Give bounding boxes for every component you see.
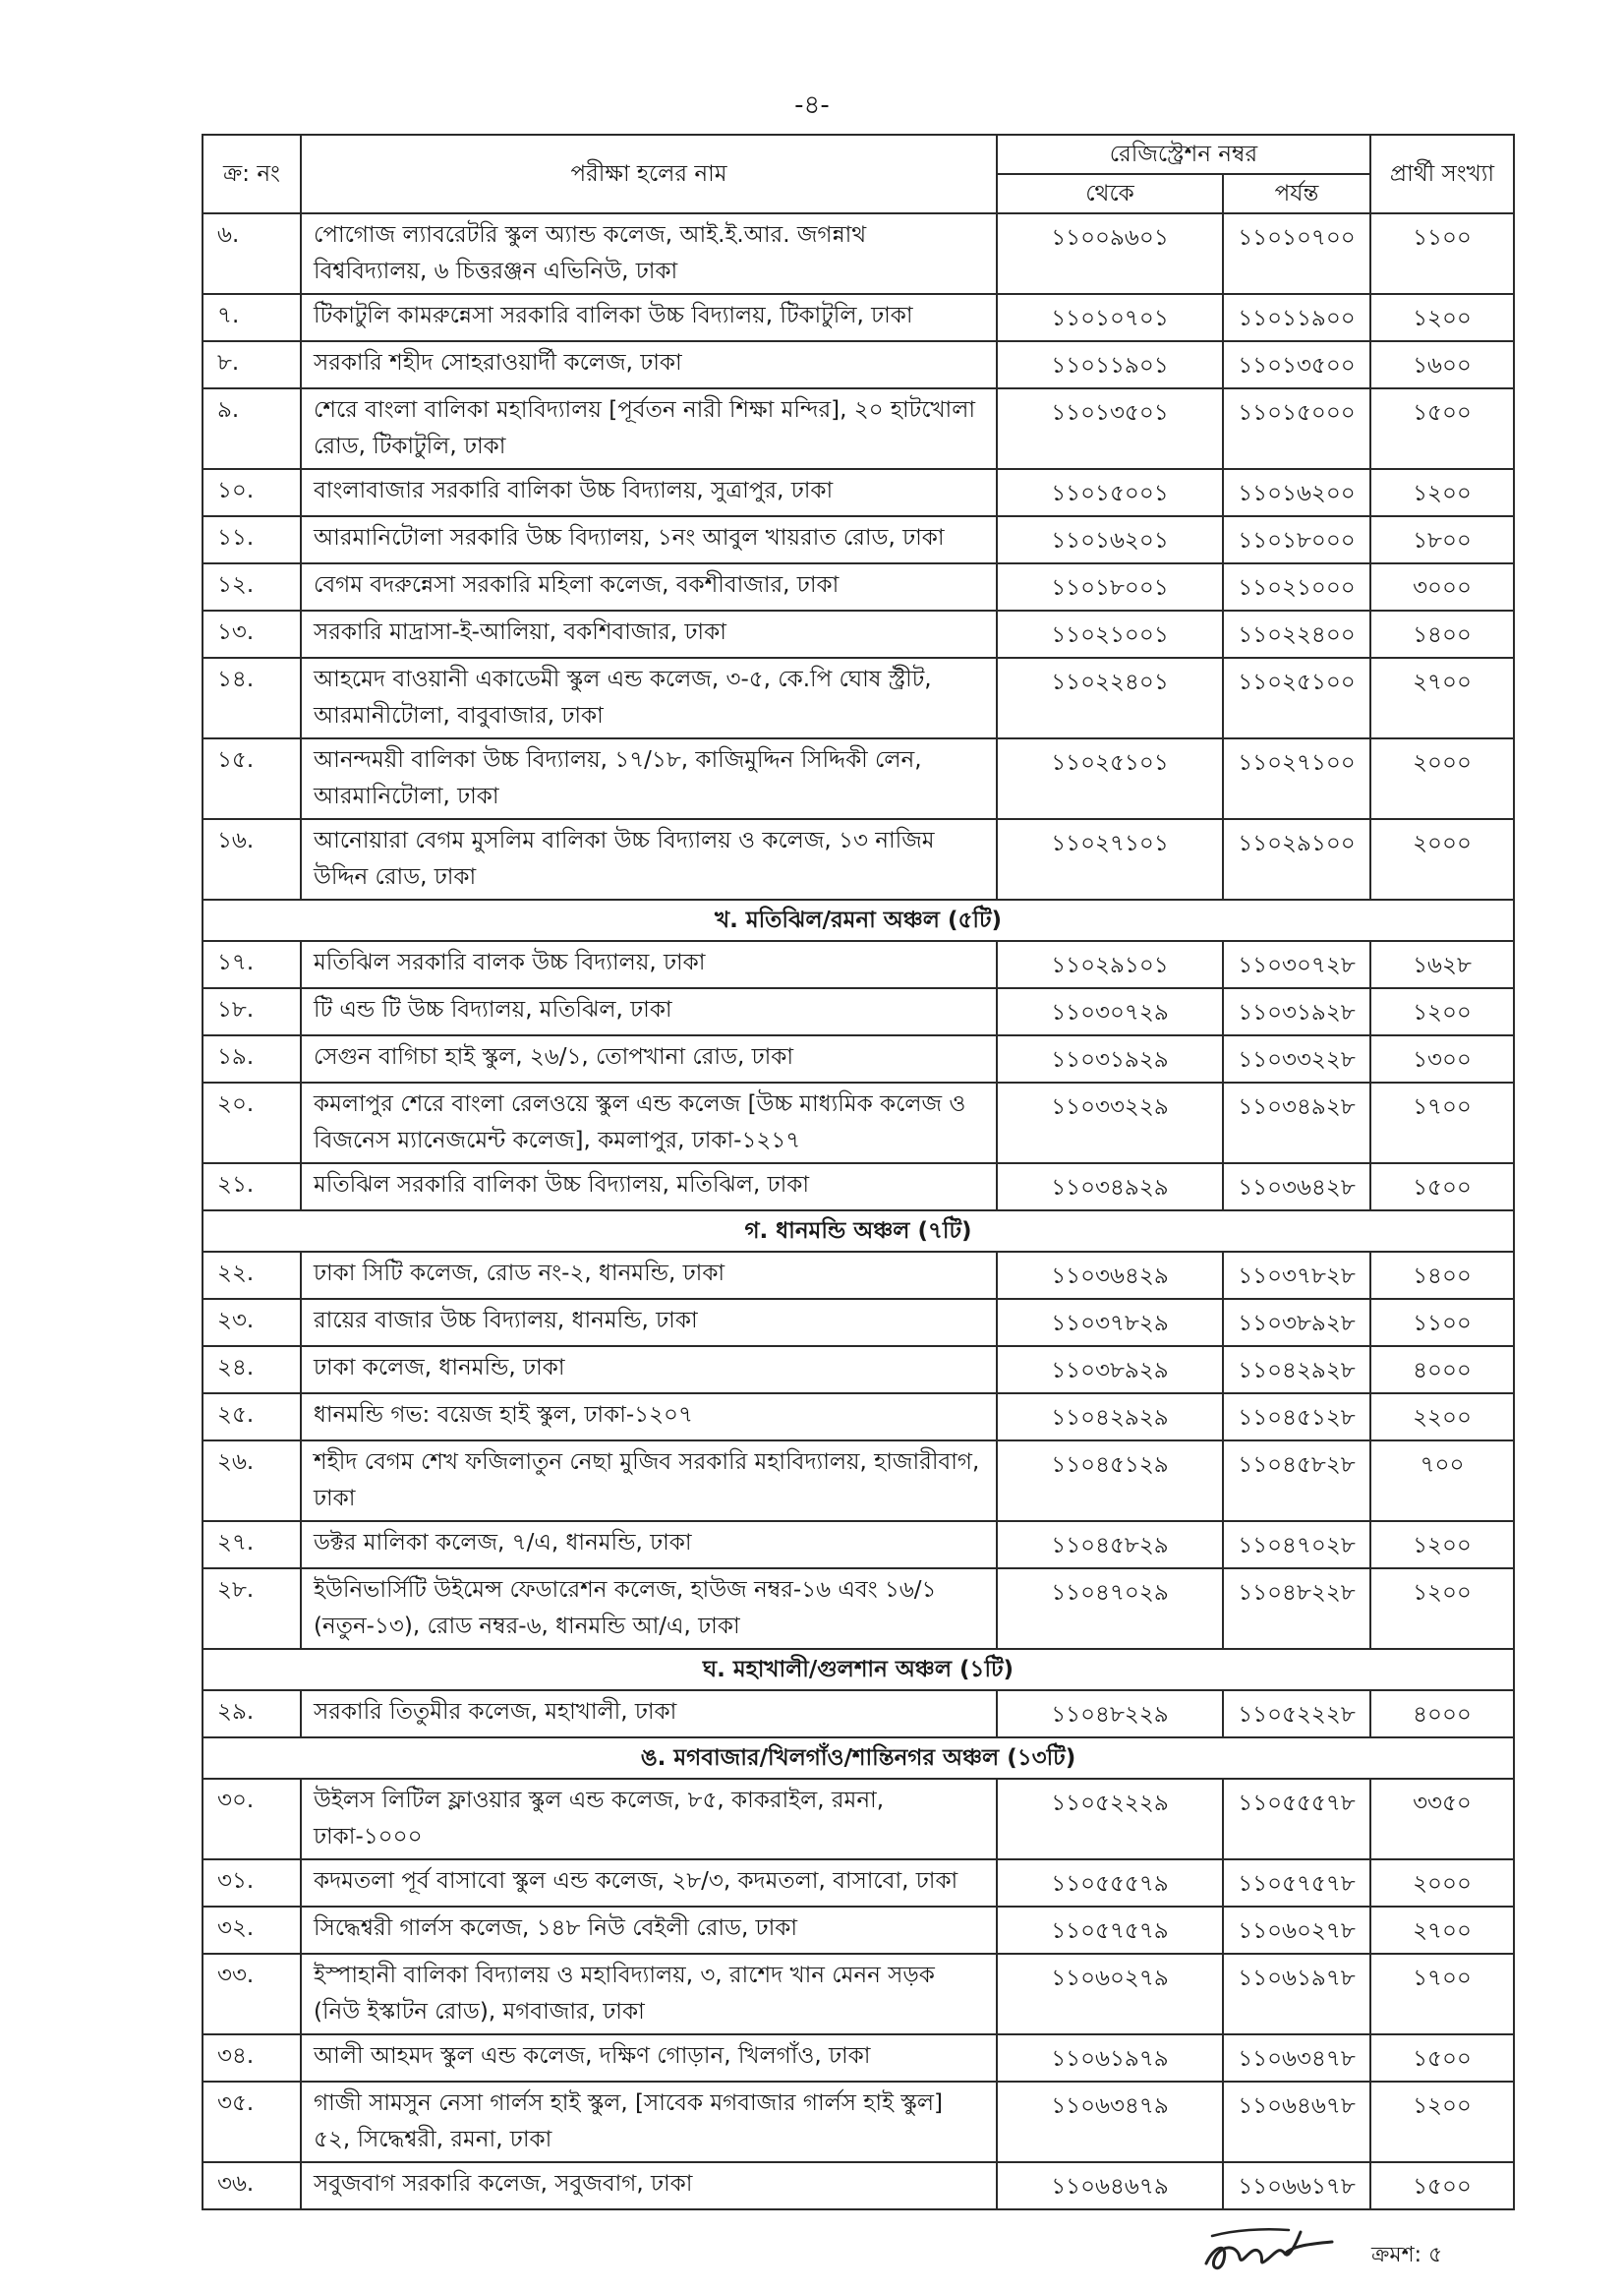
reg-to-cell: ১১০৪৫১২৮ (1223, 1393, 1370, 1440)
serial-cell: ১১. (203, 516, 301, 563)
table-row (203, 1568, 1514, 1649)
table-body (203, 213, 1514, 2209)
table-row (203, 294, 1514, 341)
reg-from-cell: ১১০৬৪৬৭৯ (997, 2162, 1223, 2209)
serial-cell: ২৯. (203, 1690, 301, 1737)
hall-name-cell: ঢাকা সিটি কলেজ, রোড নং-২, ধানমন্ডি, ঢাকা (301, 1252, 997, 1299)
serial-cell: ২৪. (203, 1346, 301, 1393)
section-header-row (203, 900, 1514, 941)
reg-to-cell: ১১০২৫১০০ (1223, 658, 1370, 738)
table-row (203, 516, 1514, 563)
header-serial: ক্র: নং (203, 135, 301, 213)
table-row (203, 2082, 1514, 2162)
table-row (203, 658, 1514, 738)
reg-to-cell: ১১০৩৬৪২৮ (1223, 1163, 1370, 1210)
reg-from-cell: ১১০৩৬৪২৯ (997, 1252, 1223, 1299)
candidate-count-cell: ১২০০ (1370, 1521, 1514, 1568)
reg-to-cell: ১১০৩৩২২৮ (1223, 1035, 1370, 1083)
table-row (203, 611, 1514, 658)
serial-cell: ১৪. (203, 658, 301, 738)
serial-cell: ২৭. (203, 1521, 301, 1568)
serial-cell: ৩৪. (203, 2034, 301, 2082)
reg-from-cell: ১১০৪৭০২৯ (997, 1568, 1223, 1649)
reg-to-cell: ১১০১৩৫০০ (1223, 341, 1370, 388)
serial-cell: ১৮. (203, 988, 301, 1035)
reg-to-cell: ১১০৪৫৮২৮ (1223, 1440, 1370, 1521)
serial-cell: ১০. (203, 469, 301, 516)
table-row (203, 1393, 1514, 1440)
reg-from-cell: ১১০২১০০১ (997, 611, 1223, 658)
reg-from-cell: ১১০৫৭৫৭৯ (997, 1907, 1223, 1954)
section-title: খ. মতিঝিল/রমনা অঞ্চল (৫টি) (203, 900, 1514, 941)
candidate-count-cell: ২৭০০ (1370, 1907, 1514, 1954)
table-row (203, 819, 1514, 900)
reg-to-cell: ১১০৬৬১৭৮ (1223, 2162, 1370, 2209)
table-row (203, 341, 1514, 388)
reg-to-cell: ১১০৩৭৮২৮ (1223, 1252, 1370, 1299)
hall-name-cell: কদমতলা পূর্ব বাসাবো স্কুল এন্ড কলেজ, ২৮/৩, কদমতলা, বাসাবো, ঢাকা (301, 1859, 997, 1907)
reg-from-cell: ১১০৩০৭২৯ (997, 988, 1223, 1035)
continued-note: ক্রমশ: ৫ (1371, 2243, 1443, 2267)
serial-cell: ২৩. (203, 1299, 301, 1346)
reg-to-cell: ১১০৬৪৬৭৮ (1223, 2082, 1370, 2162)
reg-to-cell: ১১০২৭১০০ (1223, 738, 1370, 819)
serial-cell: ৩৫. (203, 2082, 301, 2162)
hall-name-cell: পোগোজ ল্যাবরেটরি স্কুল অ্যান্ড কলেজ, আই.ই.আর. জগন্নাথ বিশ্ববিদ্যালয়, ৬ চিত্তরঞ্জন এভিনিউ, ঢাকা (301, 213, 997, 294)
section-title: ঘ. মহাখালী/গুলশান অঞ্চল (১টি) (203, 1649, 1514, 1690)
hall-name-cell: আনন্দময়ী বালিকা উচ্চ বিদ্যালয়, ১৭/১৮, কাজিমুদ্দিন সিদ্দিকী লেন, আরমানিটোলা, ঢাকা (301, 738, 997, 819)
reg-from-cell: ১১০৫৫৫৭৯ (997, 1859, 1223, 1907)
reg-from-cell: ১১০৩৮৯২৯ (997, 1346, 1223, 1393)
header-from: থেকে (997, 174, 1223, 213)
reg-to-cell: ১১০৪৭০২৮ (1223, 1521, 1370, 1568)
serial-cell: ৩১. (203, 1859, 301, 1907)
reg-from-cell: ১১০০৯৬০১ (997, 213, 1223, 294)
hall-name-cell: আলী আহমদ স্কুল এন্ড কলেজ, দক্ষিণ গোড়ান, খিলগাঁও, ঢাকা (301, 2034, 997, 2082)
reg-to-cell: ১১০৩৪৯২৮ (1223, 1083, 1370, 1163)
reg-from-cell: ১১০৪২৯২৯ (997, 1393, 1223, 1440)
reg-from-cell: ১১০৪৫৮২৯ (997, 1521, 1223, 1568)
candidate-count-cell: ১২০০ (1370, 988, 1514, 1035)
serial-cell: ১৯. (203, 1035, 301, 1083)
candidate-count-cell: ১২০০ (1370, 469, 1514, 516)
hall-name-cell: ডক্টর মালিকা কলেজ, ৭/এ, ধানমন্ডি, ঢাকা (301, 1521, 997, 1568)
reg-from-cell: ১১০২৭১০১ (997, 819, 1223, 900)
serial-cell: ৯. (203, 388, 301, 469)
table-row (203, 2162, 1514, 2209)
table-row (203, 1779, 1514, 1859)
serial-cell: ২২. (203, 1252, 301, 1299)
hall-name-cell: সবুজবাগ সরকারি কলেজ, সবুজবাগ, ঢাকা (301, 2162, 997, 2209)
hall-name-cell: মতিঝিল সরকারি বালিকা উচ্চ বিদ্যালয়, মতিঝিল, ঢাকা (301, 1163, 997, 1210)
reg-to-cell: ১১০৩৮৯২৮ (1223, 1299, 1370, 1346)
reg-to-cell: ১১০২৯১০০ (1223, 819, 1370, 900)
table-row (203, 563, 1514, 611)
reg-from-cell: ১১০১৬২০১ (997, 516, 1223, 563)
candidate-count-cell: ১৫০০ (1370, 1163, 1514, 1210)
candidate-count-cell: ১৬০০ (1370, 341, 1514, 388)
header-hall-name: পরীক্ষা হলের নাম (301, 135, 997, 213)
candidate-count-cell: ১৪০০ (1370, 611, 1514, 658)
table-row (203, 1954, 1514, 2034)
reg-to-cell: ১১০৪২৯২৮ (1223, 1346, 1370, 1393)
reg-from-cell: ১১০৪৮২২৯ (997, 1690, 1223, 1737)
hall-name-cell: সরকারি তিতুমীর কলেজ, মহাখালী, ঢাকা (301, 1690, 997, 1737)
table-row (203, 1083, 1514, 1163)
table-row (203, 1163, 1514, 1210)
hall-name-cell: শেরে বাংলা বালিকা মহাবিদ্যালয় [পূর্বতন নারী শিক্ষা মন্দির], ২০ হাটখোলা রোড, টিকাটুলি, ঢাকা (301, 388, 997, 469)
candidate-count-cell: ১২০০ (1370, 294, 1514, 341)
section-header-row (203, 1210, 1514, 1252)
candidate-count-cell: ২৭০০ (1370, 658, 1514, 738)
hall-name-cell: ইস্পাহানী বালিকা বিদ্যালয় ও মহাবিদ্যালয়, ৩, রাশেদ খান মেনন সড়ক (নিউ ইস্কাটন রোড), মগবাজার, ঢাকা (301, 1954, 997, 2034)
reg-from-cell: ১১০৩৩২২৯ (997, 1083, 1223, 1163)
reg-to-cell: ১১০৪৮২২৮ (1223, 1568, 1370, 1649)
hall-name-cell: রায়ের বাজার উচ্চ বিদ্যালয়, ধানমন্ডি, ঢাকা (301, 1299, 997, 1346)
candidate-count-cell: ১৬২৮ (1370, 941, 1514, 988)
candidate-count-cell: ৭০০ (1370, 1440, 1514, 1521)
candidate-count-cell: ৪০০০ (1370, 1346, 1514, 1393)
serial-cell: ৮. (203, 341, 301, 388)
reg-from-cell: ১১০৬০২৭৯ (997, 1954, 1223, 2034)
candidate-count-cell: ২০০০ (1370, 738, 1514, 819)
candidate-count-cell: ১১০০ (1370, 1299, 1514, 1346)
hall-name-cell: টিকাটুলি কামরুন্নেসা সরকারি বালিকা উচ্চ বিদ্যালয়, টিকাটুলি, ঢাকা (301, 294, 997, 341)
hall-name-cell: উইলস লিটিল ফ্লাওয়ার স্কুল এন্ড কলেজ, ৮৫, কাকরাইল, রমনা, ঢাকা-১০০০ (301, 1779, 997, 1859)
section-title: গ. ধানমন্ডি অঞ্চল (৭টি) (203, 1210, 1514, 1252)
reg-to-cell: ১১০৬০২৭৮ (1223, 1907, 1370, 1954)
reg-to-cell: ১১০৩১৯২৮ (1223, 988, 1370, 1035)
candidate-count-cell: ৩০০০ (1370, 563, 1514, 611)
reg-from-cell: ১১০৩৭৮২৯ (997, 1299, 1223, 1346)
header-registration: রেজিস্ট্রেশন নম্বর (997, 135, 1370, 174)
hall-name-cell: ঢাকা কলেজ, ধানমন্ডি, ঢাকা (301, 1346, 997, 1393)
reg-from-cell: ১১০২৫১০১ (997, 738, 1223, 819)
hall-name-cell: গাজী সামসুন নেসা গার্লস হাই স্কুল, [সাবেক মগবাজার গার্লস হাই স্কুল] ৫২, সিদ্ধেশ্বরী, রমনা, ঢাকা (301, 2082, 997, 2162)
serial-cell: ৩৬. (203, 2162, 301, 2209)
reg-from-cell: ১১০৩৪৯২৯ (997, 1163, 1223, 1210)
exam-hall-table (202, 134, 1515, 2210)
reg-from-cell: ১১০১৩৫০১ (997, 388, 1223, 469)
hall-name-cell: সরকারি মাদ্রাসা-ই-আলিয়া, বকশিবাজার, ঢাকা (301, 611, 997, 658)
reg-to-cell: ১১০১৮০০০ (1223, 516, 1370, 563)
serial-cell: ১৫. (203, 738, 301, 819)
table-row (203, 738, 1514, 819)
table-row (203, 388, 1514, 469)
table-row (203, 2034, 1514, 2082)
hall-name-cell: বাংলাবাজার সরকারি বালিকা উচ্চ বিদ্যালয়, সুত্রাপুর, ঢাকা (301, 469, 997, 516)
table-row (203, 1690, 1514, 1737)
serial-cell: ২৫. (203, 1393, 301, 1440)
hall-name-cell: সেগুন বাগিচা হাই স্কুল, ২৬/১, তোপখানা রোড, ঢাকা (301, 1035, 997, 1083)
header-candidate-count: প্রার্থী সংখ্যা (1370, 135, 1514, 213)
reg-to-cell: ১১০৩০৭২৮ (1223, 941, 1370, 988)
reg-from-cell: ১১০৫২২২৯ (997, 1779, 1223, 1859)
reg-to-cell: ১১০২২৪০০ (1223, 611, 1370, 658)
table-row (203, 469, 1514, 516)
serial-cell: ১৭. (203, 941, 301, 988)
table-row (203, 941, 1514, 988)
table-row (203, 1521, 1514, 1568)
reg-from-cell: ১১০১৫০০১ (997, 469, 1223, 516)
candidate-count-cell: ১৫০০ (1370, 2162, 1514, 2209)
reg-from-cell: ১১০৩১৯২৯ (997, 1035, 1223, 1083)
serial-cell: ১২. (203, 563, 301, 611)
serial-cell: ১৩. (203, 611, 301, 658)
table-row (203, 988, 1514, 1035)
candidate-count-cell: ১৮০০ (1370, 516, 1514, 563)
section-title: ঙ. মগবাজার/খিলগাঁও/শান্তিনগর অঞ্চল (১৩টি) (203, 1737, 1514, 1779)
reg-from-cell: ১১০৬৩৪৭৯ (997, 2082, 1223, 2162)
candidate-count-cell: ২০০০ (1370, 1859, 1514, 1907)
candidate-count-cell: ১৫০০ (1370, 388, 1514, 469)
hall-name-cell: সিদ্ধেশ্বরী গার্লস কলেজ, ১৪৮ নিউ বেইলী রোড, ঢাকা (301, 1907, 997, 1954)
candidate-count-cell: ১১০০ (1370, 213, 1514, 294)
reg-to-cell: ১১০১৬২০০ (1223, 469, 1370, 516)
table-row (203, 213, 1514, 294)
candidate-count-cell: ২০০০ (1370, 819, 1514, 900)
section-header-row (203, 1737, 1514, 1779)
hall-name-cell: আরমানিটোলা সরকারি উচ্চ বিদ্যালয়, ১নং আবুল খায়রাত রোড, ঢাকা (301, 516, 997, 563)
reg-from-cell: ১১০৪৫১২৯ (997, 1440, 1223, 1521)
reg-to-cell: ১১০১০৭০০ (1223, 213, 1370, 294)
reg-from-cell: ১১০২২৪০১ (997, 658, 1223, 738)
candidate-count-cell: ১২০০ (1370, 1568, 1514, 1649)
candidate-count-cell: ১৭০০ (1370, 1083, 1514, 1163)
table-row (203, 1907, 1514, 1954)
hall-name-cell: আহমেদ বাওয়ানী একাডেমী স্কুল এন্ড কলেজ, ৩-৫, কে.পি ঘোষ স্ট্রীট, আরমানীটোলা, বাবুবাজার, ঢাকা (301, 658, 997, 738)
candidate-count-cell: ৪০০০ (1370, 1690, 1514, 1737)
reg-from-cell: ১১০১৮০০১ (997, 563, 1223, 611)
table-row (203, 1035, 1514, 1083)
hall-name-cell: আনোয়ারা বেগম মুসলিম বালিকা উচ্চ বিদ্যালয় ও কলেজ, ১৩ নাজিম উদ্দিন রোড, ঢাকা (301, 819, 997, 900)
reg-from-cell: ১১০১০৭০১ (997, 294, 1223, 341)
serial-cell: ৩৩. (203, 1954, 301, 2034)
reg-to-cell: ১১০১১৯০০ (1223, 294, 1370, 341)
table-row (203, 1252, 1514, 1299)
table-row (203, 1440, 1514, 1521)
section-header-row (203, 1649, 1514, 1690)
hall-name-cell: মতিঝিল সরকারি বালক উচ্চ বিদ্যালয়, ঢাকা (301, 941, 997, 988)
page-number: -৪- (794, 90, 830, 120)
reg-from-cell: ১১০২৯১০১ (997, 941, 1223, 988)
candidate-count-cell: ১৫০০ (1370, 2034, 1514, 2082)
serial-cell: ২৬. (203, 1440, 301, 1521)
candidate-count-cell: ২২০০ (1370, 1393, 1514, 1440)
serial-cell: ৬. (203, 213, 301, 294)
candidate-count-cell: ১৪০০ (1370, 1252, 1514, 1299)
serial-cell: ৭. (203, 294, 301, 341)
hall-name-cell: শহীদ বেগম শেখ ফজিলাতুন নেছা মুজিব সরকারি মহাবিদ্যালয়, হাজারীবাগ, ঢাকা (301, 1440, 997, 1521)
table-row (203, 1346, 1514, 1393)
serial-cell: ২১. (203, 1163, 301, 1210)
reg-to-cell: ১১০৫২২২৮ (1223, 1690, 1370, 1737)
table-row (203, 1299, 1514, 1346)
reg-to-cell: ১১০৫৭৫৭৮ (1223, 1859, 1370, 1907)
reg-to-cell: ১১০১৫০০০ (1223, 388, 1370, 469)
reg-to-cell: ১১০৬১৯৭৮ (1223, 1954, 1370, 2034)
hall-name-cell: সরকারি শহীদ সোহরাওয়ার্দী কলেজ, ঢাকা (301, 341, 997, 388)
reg-to-cell: ১১০৬৩৪৭৮ (1223, 2034, 1370, 2082)
reg-from-cell: ১১০৬১৯৭৯ (997, 2034, 1223, 2082)
reg-to-cell: ১১০৫৫৫৭৮ (1223, 1779, 1370, 1859)
hall-name-cell: কমলাপুর শেরে বাংলা রেলওয়ে স্কুল এন্ড কলেজ [উচ্চ মাধ্যমিক কলেজ ও বিজনেস ম্যানেজমেন্ট কলেজ], কমলাপুর, ঢাকা-১২১৭ (301, 1083, 997, 1163)
serial-cell: ২০. (203, 1083, 301, 1163)
hall-name-cell: ইউনিভার্সিটি উইমেন্স ফেডারেশন কলেজ, হাউজ নম্বর-১৬ এবং ১৬/১ (নতুন-১৩), রোড নম্বর-৬, ধানমন্ডি আ/এ, ঢাকা (301, 1568, 997, 1649)
reg-from-cell: ১১০১১৯০১ (997, 341, 1223, 388)
header-to: পর্যন্ত (1223, 174, 1370, 213)
hall-name-cell: টি এন্ড টি উচ্চ বিদ্যালয়, মতিঝিল, ঢাকা (301, 988, 997, 1035)
table-row (203, 1859, 1514, 1907)
serial-cell: ১৬. (203, 819, 301, 900)
serial-cell: ৩০. (203, 1779, 301, 1859)
serial-cell: ২৮. (203, 1568, 301, 1649)
hall-name-cell: বেগম বদরুন্নেসা সরকারি মহিলা কলেজ, বকশীবাজার, ঢাকা (301, 563, 997, 611)
hall-name-cell: ধানমন্ডি গভ: বয়েজ হাই স্কুল, ঢাকা-১২০৭ (301, 1393, 997, 1440)
candidate-count-cell: ১২০০ (1370, 2082, 1514, 2162)
signature-mark (1194, 2216, 1342, 2283)
reg-to-cell: ১১০২১০০০ (1223, 563, 1370, 611)
candidate-count-cell: ৩৩৫০ (1370, 1779, 1514, 1859)
candidate-count-cell: ১৭০০ (1370, 1954, 1514, 2034)
serial-cell: ৩২. (203, 1907, 301, 1954)
candidate-count-cell: ১৩০০ (1370, 1035, 1514, 1083)
